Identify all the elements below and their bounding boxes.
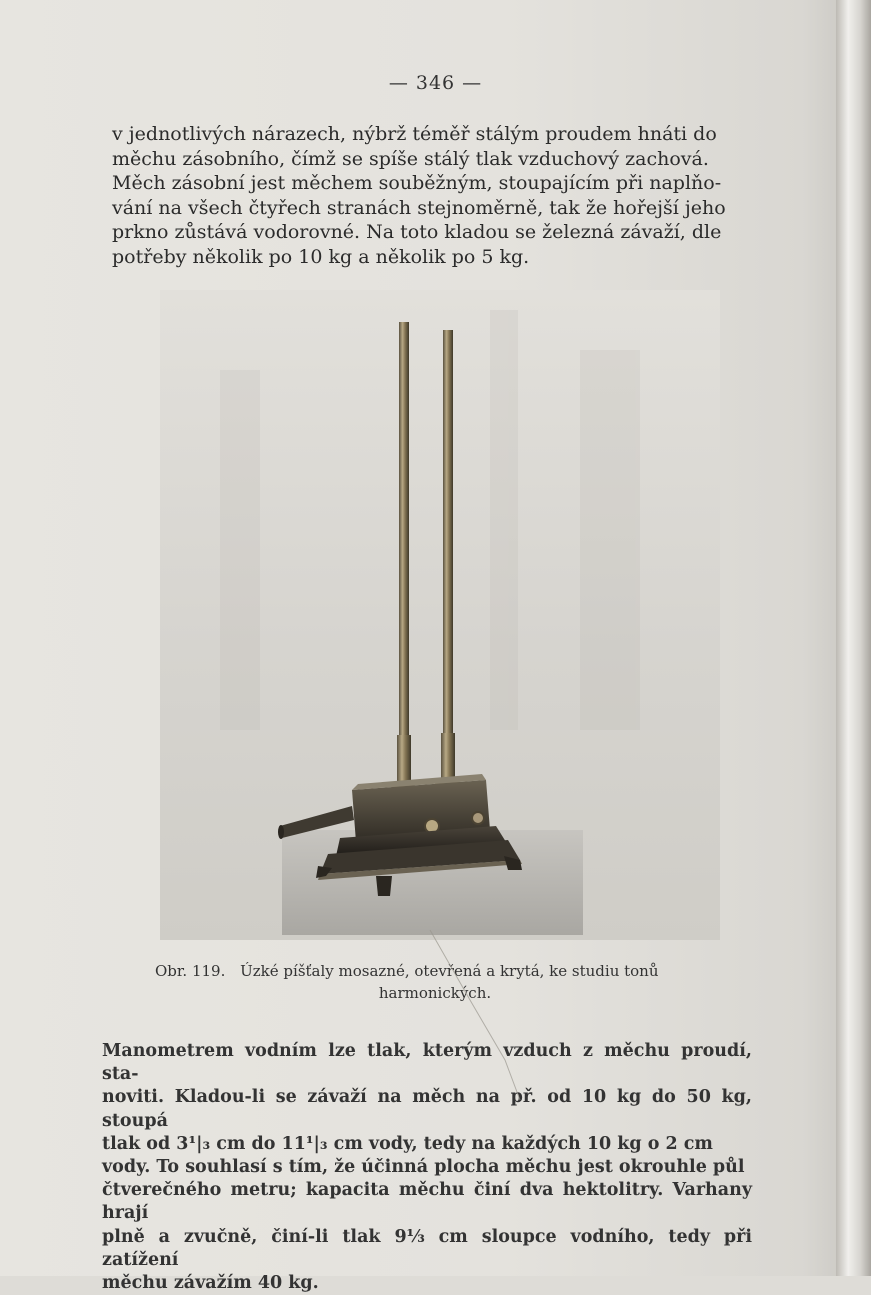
- base-foot: [376, 876, 392, 896]
- paragraph-bottom: [102, 1040, 752, 1295]
- page-number: — 346 —: [388, 72, 483, 94]
- text-line: noviti. Kladou-li se závaží na měch na př. od 10 kg do 50 kg, stoupá: [102, 1087, 752, 1131]
- knob: [472, 812, 484, 824]
- text-line: tlak od 3¹|₃ cm do 11¹|₃ cm vody, tedy na každých 10 kg o 2 cm: [102, 1133, 713, 1154]
- text-line: plně a zvučně, činí-li tlak 9⅓ cm sloupce vodního, tedy při zatížení: [102, 1226, 752, 1270]
- text-line: měchu zásobního, čímž se spíše stálý tlak vzduchový zachová.: [112, 147, 709, 170]
- text-line: v jednotlivých nárazech, nýbrž téměř stálým proudem hnáti do: [112, 123, 717, 145]
- figure-label: Obr. 119.: [155, 962, 226, 980]
- text-line: potřeby několik po 10 kg a několik po 5 kg.: [112, 245, 530, 268]
- text-line: čtverečného metru; kapacita měchu činí dva hektolitry. Varhany hrají: [102, 1180, 752, 1224]
- text-line: měchu závažím 40 kg.: [102, 1273, 319, 1294]
- text-line: prkno zůstává vodorovné. Na toto kladou se železná závaží, dle: [112, 221, 722, 243]
- paragraph-top: [112, 122, 764, 269]
- text-line: Měch zásobní jest měchem souběžným, stoupajícím při naplňo-: [112, 172, 722, 194]
- caption-text: Úzké píšťaly mosazné, otevřená a krytá, ke studiu tonů: [240, 962, 659, 980]
- text-line: Manometrem vodním lze tlak, kterým vzduch z měchu proudí, sta-: [102, 1041, 752, 1085]
- pipe-open: [399, 322, 409, 782]
- figure-caption: [155, 960, 675, 1004]
- figure-photo: [160, 290, 720, 940]
- book-gutter: [836, 0, 871, 1276]
- caption-text-line2: harmonických.: [378, 984, 492, 1002]
- text-line: vody. To souhlasí s tím, že účinná plocha měchu jest okrouhle půl: [102, 1157, 745, 1178]
- pipe-stopped: [443, 330, 453, 780]
- text-line: vání na všech čtyřech stranách stejnoměrně, tak že hořejší jeho: [112, 196, 726, 219]
